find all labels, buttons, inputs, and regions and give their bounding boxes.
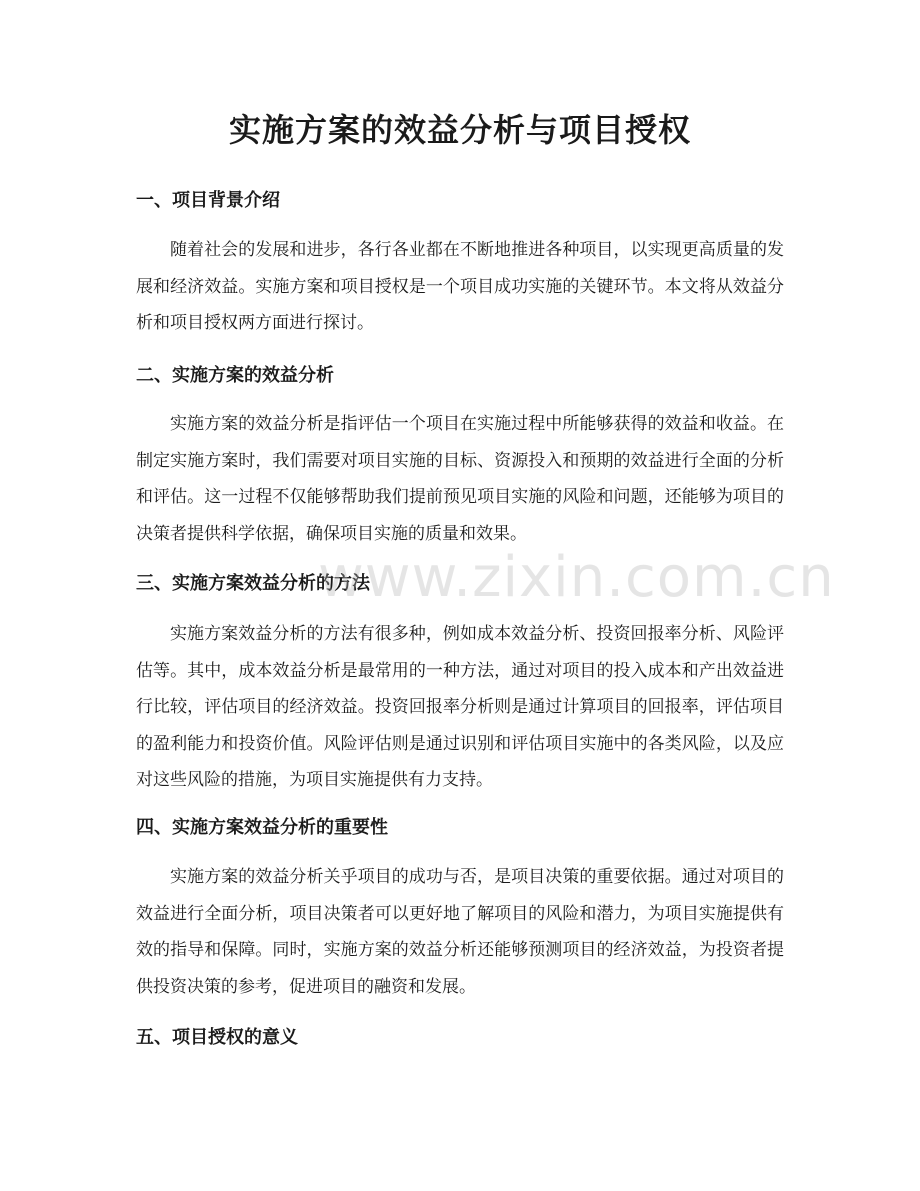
document-title: 实施方案的效益分析与项目授权 bbox=[228, 111, 691, 149]
section-heading-2: 二、实施方案的效益分析 bbox=[136, 365, 334, 386]
section-heading-5: 五、项目授权的意义 bbox=[136, 1027, 298, 1048]
section-heading-3: 三、实施方案效益分析的方法 bbox=[136, 573, 370, 594]
watermark: www.zixin.com.cn bbox=[318, 545, 835, 610]
section-heading-4: 四、实施方案效益分析的重要性 bbox=[136, 817, 388, 838]
section-paragraph-2: 实施方案的效益分析是指评估一个项目在实施过程中所能够获得的效益和收益。在制定实施方案时，我们需要对项目实施的目标、资源投入和预期的效益进行全面的分析和评估。这一过程不仅能够帮助我们提前预见项目实施的风险和问题，还能够为项目的决策者提供科学依据，确保项目实施的质量和效果。 bbox=[136, 414, 784, 544]
section-paragraph-4: 实施方案的效益分析关乎项目的成功与否，是项目决策的重要依据。通过对项目的效益进行全面分析，项目决策者可以更好地了解项目的风险和潜力，为项目实施提供有效的指导和保障。同时，实施方案的效益分析还能够预测项目的经济效益，为投资者提供投资决策的参考，促进项目的融资和发展。 bbox=[136, 867, 784, 997]
section-heading-1: 一、项目背景介绍 bbox=[136, 190, 280, 211]
section-paragraph-3: 实施方案效益分析的方法有很多种，例如成本效益分析、投资回报率分析、风险评估等。其中，成本效益分析是最常用的一种方法，通过对项目的投入成本和产出效益进行比较，评估项目的经济效益。投资回报率分析则是通过计算项目的回报率，评估项目的盈利能力和投资价值。风险评估则是通过识别和评估项目实施中的各类风险，以及应对这些风险的措施，为项目实施提供有力支持。 bbox=[136, 624, 784, 790]
section-paragraph-1: 随着社会的发展和进步，各行各业都在不断地推进各种项目，以实现更高质量的发展和经济效益。实施方案和项目授权是一个项目成功实施的关键环节。本文将从效益分析和项目授权两方面进行探讨。 bbox=[136, 240, 784, 333]
